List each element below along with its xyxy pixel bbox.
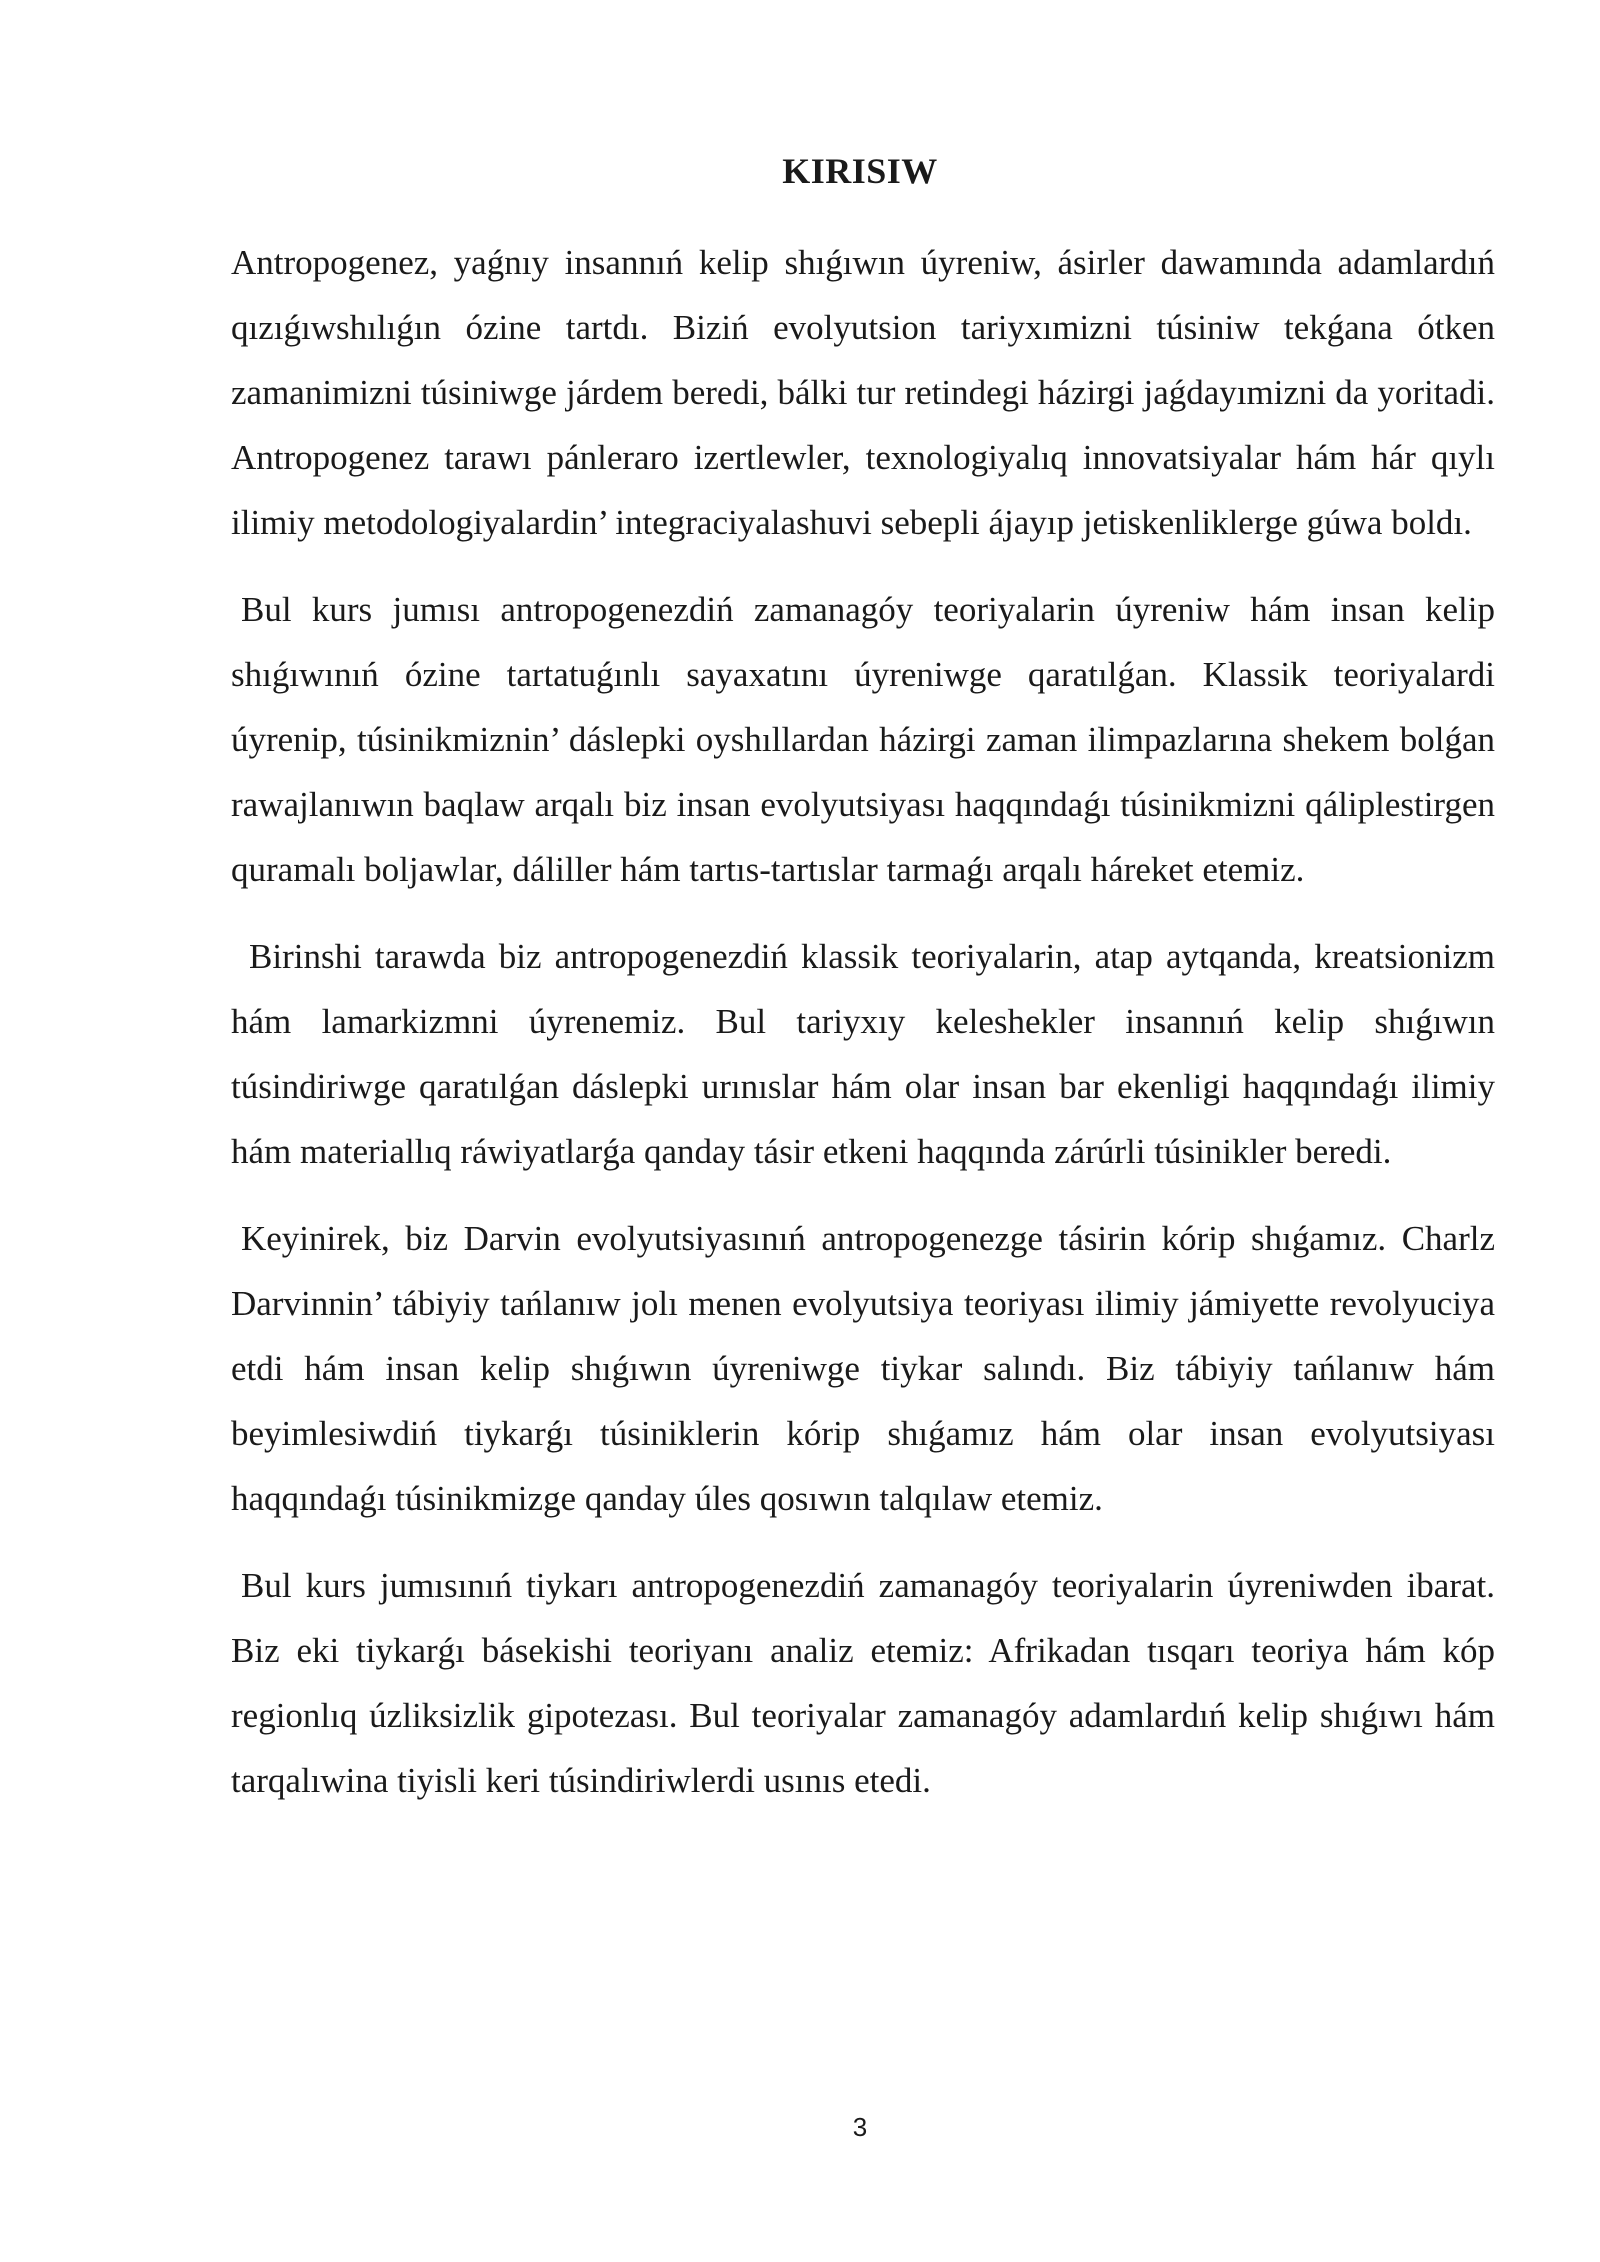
paragraph-5: Bul kurs jumısınıń tiykarı antropogenezdiń zamanagóy teoriyalarin úyreniwden ibarat. Biz eki tiykarǵı básekishi teoriyanı analiz etemiz: Afrikadan tısqarı teoriya hám kóp regionlıq úzliksizlik gipotezası. Bul teoriyalar zamanagóy adamlardıń kelip shıǵıwı hám tarqalıwina tiyisli keri túsindiriwlerdi usınıs etedi. — [231, 1566, 1495, 1800]
page-number: 3 — [852, 2112, 868, 2142]
paragraph-3: Birinshi tarawda biz antropogenezdiń klassik teoriyalarin, atap aytqanda, kreatsionizm hám lamarkizmni úyrenemiz. Bul tariyxıy keleshekler insannıń kelip shıǵıwın túsindiriwge qaratılǵan dáslepki urınıslar hám olar insan bar ekenligi haqqındaǵı ilimiy hám materiallıq ráwiyatlarǵa qanday tásir etkeni haqqında zárúrli túsinikler beredi. — [231, 937, 1495, 1171]
paragraph-4: Keyinirek, biz Darvin evolyutsiyasınıń antropogenezge tásirin kórip shıǵamız. Charlz Darvinnin’ tábiyiy tańlanıw jolı menen evolyutsiya teoriyası ilimiy jámiyette revolyuciya etdi hám insan kelip shıǵıwın úyreniwge tiykar salındı. Biz tábiyiy tańlanıw hám beyimlesiwdiń tiykarǵı túsiniklerin kórip shıǵamız hám olar insan evolyutsiyası haqqındaǵı túsinikmizge qanday úles qosıwın talqılaw etemiz. — [231, 1219, 1495, 1518]
body-text — [231, 230, 1495, 1835]
paragraph-2: Bul kurs jumısı antropogenezdiń zamanagóy teoriyalarin úyreniw hám insan kelip shıǵıwınıń ózine tartatuǵınlı sayaxatını úyreniwge qaratılǵan. Klassik teoriyalardi úyrenip, túsinikmiznin’ dáslepki oyshıllardan házirgi zaman ilimpazlarına shekem bolǵan rawajlanıwın baqlaw arqalı biz insan evolyutsiyası haqqındaǵı túsinikmizni qáliplestirgen quramalı boljawlar, dáliller hám tartıs-tartıslar tarmaǵı arqalı háreket etemiz. — [231, 590, 1495, 889]
paragraph-1: Antropogenez, yaǵnıy insannıń kelip shıǵıwın úyreniw, ásirler dawamında adamlardıń qızıǵıwshılıǵın ózine tartdı. Biziń evolyutsion tariyxımizni túsiniw tekǵana ótken zamanimizni túsiniwge járdem beredi, bálki tur retindegi házirgi jaǵdayımizni da yoritadi. Antropogenez tarawı pánleraro izertlewler, texnologiyalıq innovatsiyalar hám hár qıylı ilimiy metodologiyalardin’ integraciyalashuvi sebepli ájayıp jetiskenliklerge gúwa boldı. — [231, 243, 1495, 542]
page-heading: KIRISIW — [782, 151, 938, 191]
